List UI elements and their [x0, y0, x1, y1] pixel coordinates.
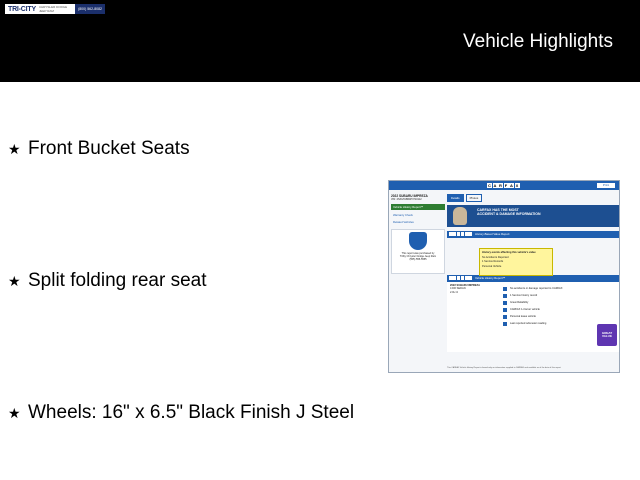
history-item[interactable] [503, 313, 583, 320]
carfax-logo-letter: R [499, 183, 502, 188]
body-left-line: 2.0L I4 [450, 290, 458, 294]
history-report-bar [447, 275, 619, 282]
shield-icon [409, 232, 427, 250]
history-item-label: CARFAX 1-Owner vehicle [510, 308, 540, 311]
feature-label: Wheels: 16" x 6.5" Black Finish J Steel [28, 402, 355, 423]
carfax-logo [487, 183, 520, 188]
history-item-label: 1 Service history record [510, 294, 538, 297]
carfax-logo-letter: C [488, 183, 491, 188]
fox-mascot-icon [453, 207, 467, 225]
owner-icon [503, 308, 507, 312]
value-event: 1 Service Records [482, 260, 504, 263]
value-report-bar [447, 231, 619, 238]
value-events-header: History events affecting this vehicle's value [482, 251, 536, 254]
check-icon [503, 287, 507, 291]
carfax-logo-letter: A [510, 183, 513, 188]
banner-line: CARFAX HAS THE MOST [477, 208, 519, 212]
feature-item [8, 402, 354, 424]
dealer-line: This report was purchased by [401, 252, 435, 255]
sidebar-item-warranty[interactable]: Warranty Check [393, 213, 413, 217]
dealer-line: (555) 555-5555 [409, 258, 427, 262]
history-item-label: Personal lease vehicle [510, 315, 536, 318]
carfax-banner [447, 205, 619, 227]
car-icon [503, 315, 507, 319]
vin-text: VIN: 4S3GTAB64P3710112 [391, 198, 422, 201]
section-title: History-Based Value Report [475, 232, 510, 236]
history-item-label: Great Reliability [510, 301, 529, 304]
history-item[interactable] [503, 285, 583, 292]
wrench-icon [503, 294, 507, 298]
vehicle-title: 2022 SUBARU IMPREZA [391, 194, 428, 198]
tab-details[interactable]: Details [447, 194, 464, 202]
carfax-tabs [447, 194, 619, 202]
sidebar-item-history-report[interactable]: Vehicle History Report™ [391, 204, 445, 210]
carfax-mini-logo [449, 232, 472, 236]
page-title: Vehicle Highlights [463, 31, 613, 52]
history-item[interactable] [503, 292, 583, 299]
logo-subtext: CHRYSLER DODGE JEEP RAM [38, 5, 68, 13]
print-button[interactable]: Print [597, 183, 615, 188]
odometer-icon [503, 322, 507, 326]
star-icon: ★ [8, 272, 21, 289]
carfax-mini-logo [449, 276, 472, 280]
dealer-logo[interactable] [5, 4, 105, 14]
value-events-box [479, 248, 553, 276]
history-item[interactable] [503, 306, 583, 313]
sidebar-item-related[interactable]: Related Vehicles [393, 220, 414, 224]
great-value-badge: GREAT VALUE [597, 324, 617, 346]
banner-line: ACCIDENT & DAMAGE INFORMATION [477, 212, 541, 216]
history-body [447, 282, 619, 352]
body-left-line: 2022 SUBARU IMPREZA [450, 284, 480, 287]
carfax-sidebar [391, 194, 445, 274]
history-item-label: Last reported odometer reading [510, 322, 547, 325]
carfax-topbar [389, 181, 619, 190]
feature-item [8, 270, 207, 292]
history-title: Vehicle History Report™ [475, 276, 506, 280]
history-item-label: No accidents or damage reported to CARFAX [510, 287, 563, 290]
star-icon [503, 301, 507, 305]
header-bar [0, 0, 640, 82]
carfax-logo-letter: A [493, 183, 497, 188]
dealer-card [391, 229, 445, 274]
feature-label: Front Bucket Seats [28, 138, 190, 159]
dealer-line: Trilby Chrysler Dodge Jeep Ram [399, 255, 437, 259]
carfax-disclaimer: This CARFAX Vehicle History Report is based only on information supplied to CARFAX and available as of the date of this report. [447, 367, 562, 370]
star-icon: ★ [8, 140, 21, 157]
body-left-line: 4 DR SEDAN [450, 287, 466, 291]
carfax-report-thumbnail[interactable] [388, 180, 620, 373]
value-event: No Accidents Reported [482, 255, 509, 259]
history-item[interactable] [503, 320, 583, 327]
star-icon: ★ [8, 404, 21, 421]
logo-text: TRI-CITY [8, 5, 36, 13]
history-item[interactable] [503, 299, 583, 306]
history-items [503, 285, 583, 327]
feature-item [8, 138, 190, 160]
value-event: Personal Vehicle [482, 264, 502, 268]
tab-photos[interactable]: Photos [466, 194, 483, 202]
carfax-logo-letter: F [504, 183, 508, 188]
carfax-logo-letter: X [515, 183, 519, 188]
feature-label: Split folding rear seat [28, 270, 207, 291]
logo-phone: (800) 562-8082 [75, 4, 105, 14]
